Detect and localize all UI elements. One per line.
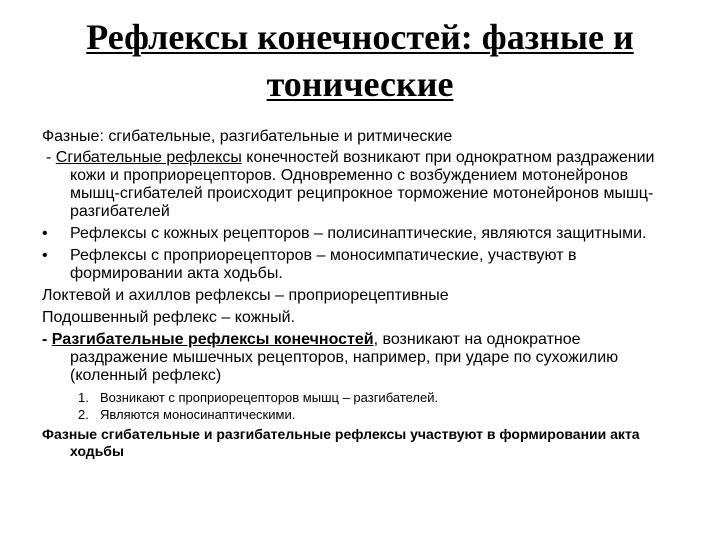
bullet-text: Рефлексы с кожных рецепторов – полисинаптические, являются защитными. — [70, 225, 647, 242]
bullet-marker: • — [42, 225, 48, 242]
flexor-reflex-paragraph — [42, 149, 682, 221]
elbow-achilles-line: Локтевой и ахиллов рефлексы – проприорецептивные — [42, 287, 449, 304]
numbered-list — [42, 389, 682, 423]
plantar-line: Подошвенный рефлекс – кожный. — [42, 309, 296, 326]
flexor-reflex-term: Сгибательные рефлексы — [55, 149, 242, 166]
bullet-marker: • — [42, 247, 48, 264]
item-number: 2. — [78, 407, 89, 422]
extensor-dash: - — [42, 331, 52, 348]
extensor-reflex-paragraph — [42, 331, 682, 385]
item-number: 1. — [78, 390, 89, 405]
intro-line: Фазные: сгибательные, разгибательные и ритмические — [42, 128, 453, 145]
extensor-reflex-text: , возникают на однократное раздражение мышечных рецепторов, например, при ударе по сухожилию (коленный рефлекс) — [70, 331, 619, 384]
bullet-item — [42, 247, 682, 283]
final-summary: Фазные сгибательные и разгибательные рефлексы участвуют в формировании акта ходьбы — [42, 426, 640, 459]
slide-body — [42, 128, 682, 474]
extensor-reflex-term: Разгибательные рефлексы конечностей — [51, 331, 374, 348]
flexor-reflex-text: конечностей возникают при однократном раздражении кожи и проприорецепторов. Одновременно с возбуждением мотонейронов мышц-сгибателей происходит реципрокное торможение мотонейронов мышц-разгибателей — [70, 149, 655, 220]
item-text: Являются моносинаптическими. — [100, 407, 296, 422]
numbered-item — [42, 389, 682, 406]
bullet-item — [42, 225, 682, 243]
item-text: Возникают с проприорецепторов мышц – разгибателей. — [100, 390, 439, 405]
slide-title: Рефлексы конечностей: фазные и тонические — [86, 17, 634, 104]
bullet-text: Рефлексы с проприорецепторов – моносимпатические, участвуют в формировании акта ходьбы. — [70, 247, 577, 282]
numbered-item — [42, 406, 682, 423]
flexor-dash: - — [46, 149, 56, 166]
